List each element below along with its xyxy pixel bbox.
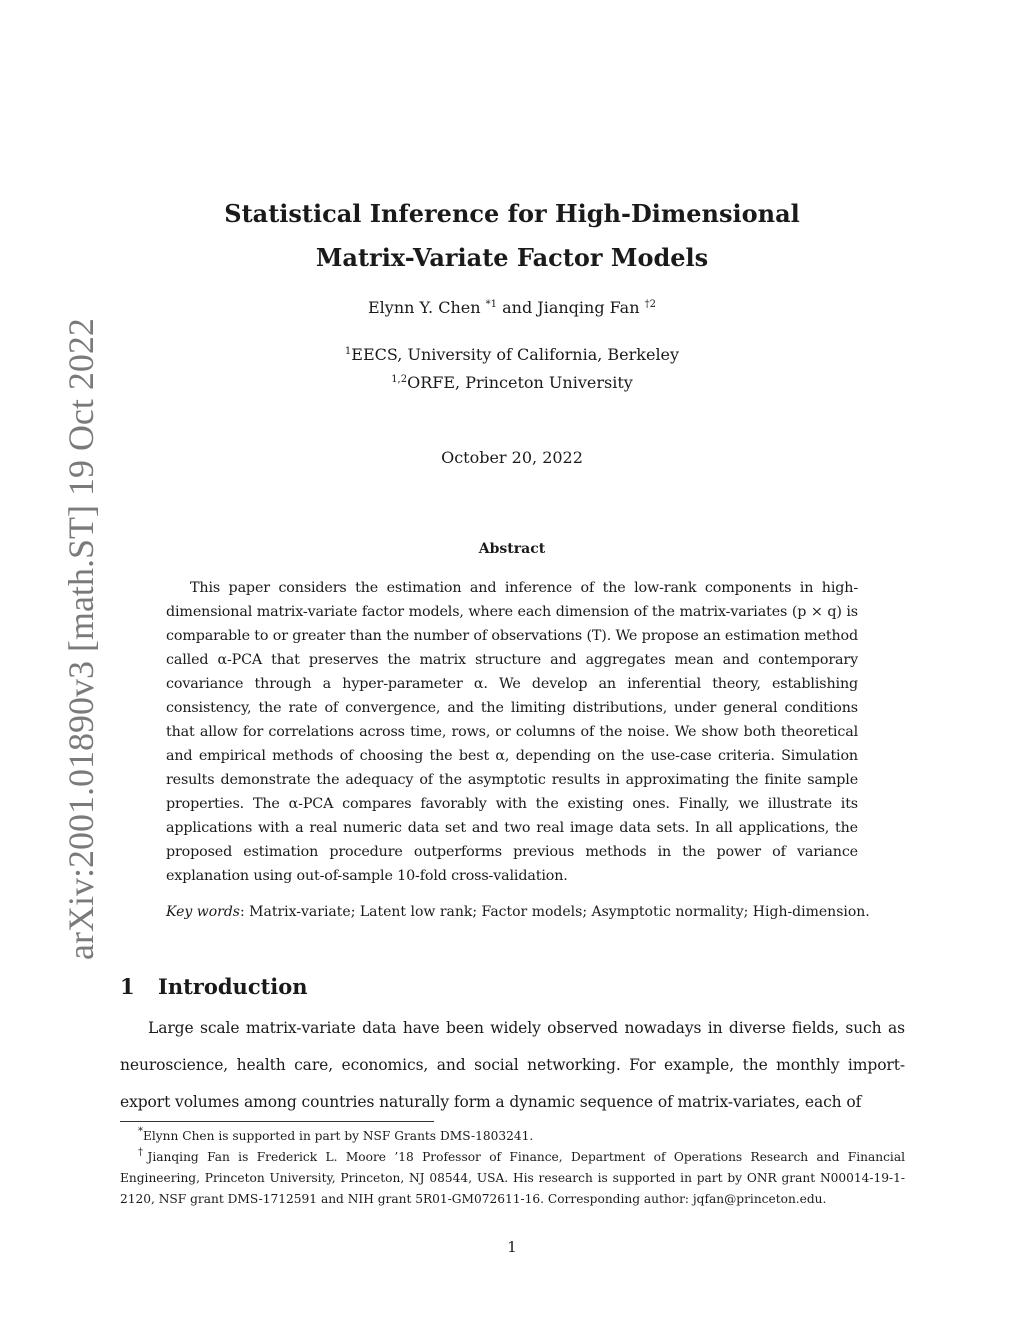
section-title: Introduction (158, 974, 308, 999)
section-heading (120, 974, 308, 999)
author-mark: †2 (644, 299, 656, 310)
introduction-paragraph: Large scale matrix-variate data have been widely observed nowadays in diverse fields, such as neuroscience, health care, economics, and social networking. For example, the monthly import-export volumes among countries naturally form a dynamic sequence of matrix-variates, each of (120, 1019, 905, 1111)
arxiv-side-stamp (20, 318, 101, 960)
keywords-label: Key words (166, 904, 240, 920)
abstract-heading: Abstract (478, 541, 546, 557)
abstract-text: This paper considers the estimation and inference of the low-rank components in high-dimensional matrix-variate factor models, where each dimension of the matrix-variates (p × q) is comparable to or greater than the number of observations (T). We propose an estimation method called α-PCA that preserves the matrix structure and aggregates mean and contemporary covariance through a hyper-parameter α. We develop an inferential theory, establishing consistency, the rate of convergence, and the limiting distributions, under general conditions that allow for correlations across time, rows, or columns of the noise. We show both theoretical and empirical methods of choosing the best α, depending on the use-case criteria. Simulation results demonstrate the adequacy of the asymptotic results in approximating the finite sample properties. The α-PCA compares favorably with the existing ones. Finally, we illustrate its applications with a real numeric data set and two real image data sets. In all applications, the proposed estimation procedure outperforms previous methods in the power of variance explanation using out-of-sample 10-fold cross-validation. (166, 580, 858, 884)
paper-date: October 20, 2022 (441, 448, 583, 467)
footnote (120, 1147, 905, 1210)
keywords (166, 904, 906, 920)
footnote-rule (120, 1121, 434, 1122)
keywords-text: : Matrix-variate; Latent low rank; Factor models; Asymptotic normality; High-dimension. (239, 904, 870, 920)
affiliation-text: ORFE, Princeton University (407, 373, 633, 392)
affiliation-mark: 1,2 (391, 374, 408, 385)
footnote-mark: * (138, 1126, 143, 1137)
author-name: Jianqing Fan (537, 298, 640, 317)
footnote (120, 1126, 905, 1147)
title-line-2: Matrix-Variate Factor Models (315, 243, 709, 272)
footnote-text: Jianqing Fan is Frederick L. Moore ’18 Professor of Finance, Department of Operations Research and Financial Engineering, Princeton University, Princeton, NJ 08544, USA. His research is supported in part by ONR grant N00014-19-1-2120, NSF grant DMS-1712591 and NIH grant 5R01-GM072611-16. Corresponding author: jqfan@princeton.edu. (120, 1150, 905, 1206)
footnote-text: Elynn Chen is supported in part by NSF Grants DMS-1803241. (143, 1129, 534, 1143)
title-line-1: Statistical Inference for High-Dimensional (224, 199, 800, 228)
page-number: 1 (507, 1238, 517, 1256)
footnote-mark: † (138, 1147, 148, 1158)
affiliation (120, 373, 904, 392)
author-mark: *1 (485, 299, 497, 310)
paper-title (120, 192, 904, 280)
arxiv-identifier: arXiv:2001.01890v3 [math.ST] 19 Oct 2022 (61, 318, 101, 960)
affiliation (120, 345, 904, 364)
author-list (120, 298, 904, 317)
author-name: Elynn Y. Chen (368, 298, 481, 317)
footnotes (120, 1126, 905, 1210)
section-number: 1 (120, 974, 135, 999)
affiliation-mark: 1 (344, 346, 352, 357)
author-conjunction: and (502, 298, 533, 317)
affiliation-text: EECS, University of California, Berkeley (351, 345, 680, 364)
